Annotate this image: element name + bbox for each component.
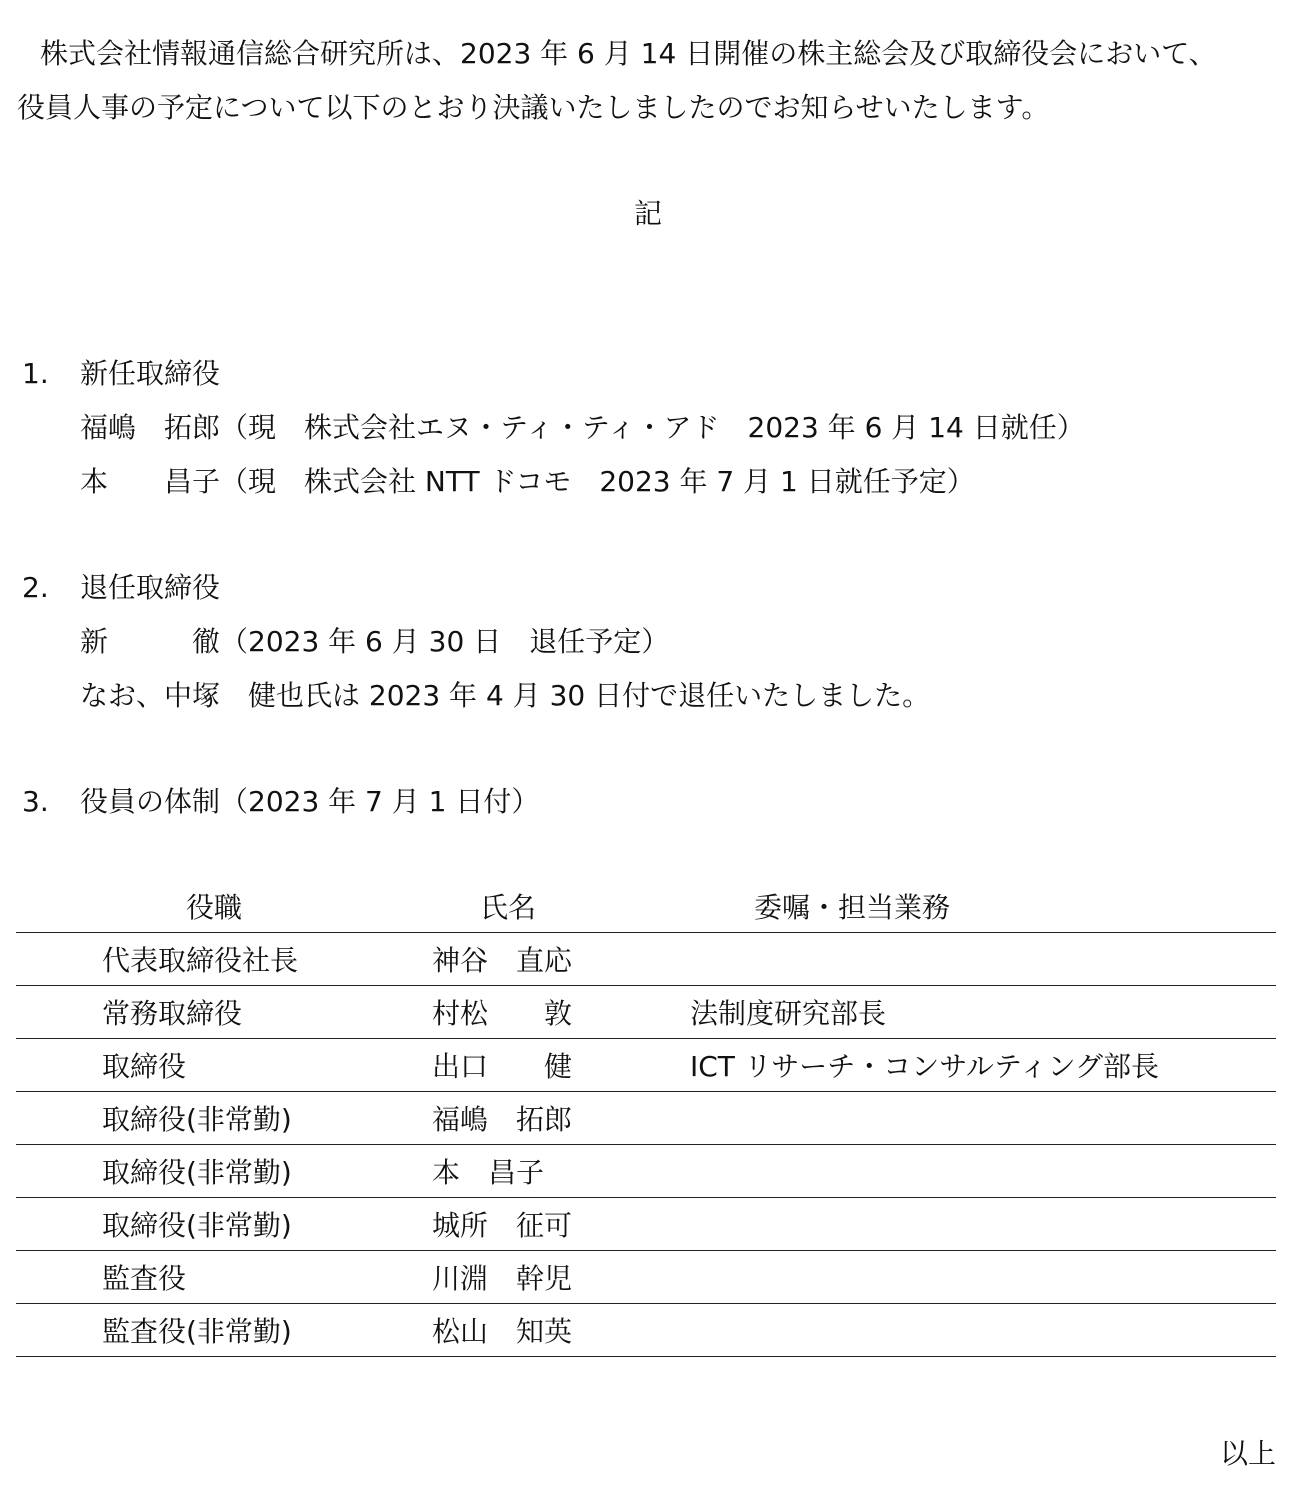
cell-name: 川淵 幹児 xyxy=(416,1250,668,1303)
section-3-heading xyxy=(22,785,540,818)
cell-name: 松山 知英 xyxy=(416,1303,668,1356)
section-3-number: 3. xyxy=(22,785,49,818)
cell-duties: 法制度研究部長 xyxy=(668,985,1276,1038)
cell-name: 神谷 直応 xyxy=(416,932,668,985)
table-row xyxy=(16,1038,1276,1091)
new-director-1: 福嶋 拓郎（現 株式会社エヌ・ティ・ティ・アド 2023 年 6 月 14 日就任） xyxy=(80,411,1085,444)
table-row xyxy=(16,1091,1276,1144)
header-position: 役職 xyxy=(16,880,416,932)
table-row xyxy=(16,1303,1276,1356)
cell-position: 取締役 xyxy=(16,1038,416,1091)
cell-position: 取締役(非常勤) xyxy=(16,1091,416,1144)
header-name: 氏名 xyxy=(416,880,668,932)
cell-duties xyxy=(668,932,1276,985)
ki-heading: 記 xyxy=(634,197,663,230)
intro-line-2: 役員人事の予定について以下のとおり決議いたしましたのでお知らせいたします。 xyxy=(17,91,1050,124)
cell-position: 常務取締役 xyxy=(16,985,416,1038)
table-row xyxy=(16,1197,1276,1250)
table-header-row xyxy=(16,880,1276,932)
cell-duties xyxy=(668,1303,1276,1356)
section-2-number: 2. xyxy=(22,571,49,604)
section-2-heading xyxy=(22,571,221,604)
cell-name: 福嶋 拓郎 xyxy=(416,1091,668,1144)
cell-name: 城所 征可 xyxy=(416,1197,668,1250)
table-row xyxy=(16,1144,1276,1197)
retiring-director-1: 新 徹（2023 年 6 月 30 日 退任予定） xyxy=(80,625,670,658)
cell-name: 出口 健 xyxy=(416,1038,668,1091)
cell-position: 監査役 xyxy=(16,1250,416,1303)
table-row xyxy=(16,1250,1276,1303)
section-3-title: 役員の体制（2023 年 7 月 1 日付） xyxy=(80,785,540,818)
cell-name: 村松 敦 xyxy=(416,985,668,1038)
cell-position: 取締役(非常勤) xyxy=(16,1197,416,1250)
section-2-title: 退任取締役 xyxy=(80,571,221,604)
cell-duties: ICT リサーチ・コンサルティング部長 xyxy=(668,1038,1276,1091)
closing-text: 以上 xyxy=(1219,1437,1276,1470)
cell-position: 代表取締役社長 xyxy=(16,932,416,985)
cell-duties xyxy=(668,1197,1276,1250)
officers-table xyxy=(16,880,1276,1357)
cell-name: 本 昌子 xyxy=(416,1144,668,1197)
section-1-title: 新任取締役 xyxy=(80,357,221,390)
retiring-note: なお、中塚 健也氏は 2023 年 4 月 30 日付で退任いたしました。 xyxy=(80,679,931,712)
new-director-2: 本 昌子（現 株式会社 NTT ドコモ 2023 年 7 月 1 日就任予定） xyxy=(80,465,975,498)
section-1-number: 1. xyxy=(22,357,49,390)
section-1-heading xyxy=(22,357,221,390)
intro-line-1: 株式会社情報通信総合研究所は、2023 年 6 月 14 日開催の株主総会及び取締役会において、 xyxy=(40,37,1217,70)
header-duties: 委嘱・担当業務 xyxy=(668,880,1276,932)
table-row xyxy=(16,985,1276,1038)
cell-duties xyxy=(668,1144,1276,1197)
table-row xyxy=(16,932,1276,985)
cell-position: 監査役(非常勤) xyxy=(16,1303,416,1356)
cell-duties xyxy=(668,1250,1276,1303)
cell-duties xyxy=(668,1091,1276,1144)
cell-position: 取締役(非常勤) xyxy=(16,1144,416,1197)
